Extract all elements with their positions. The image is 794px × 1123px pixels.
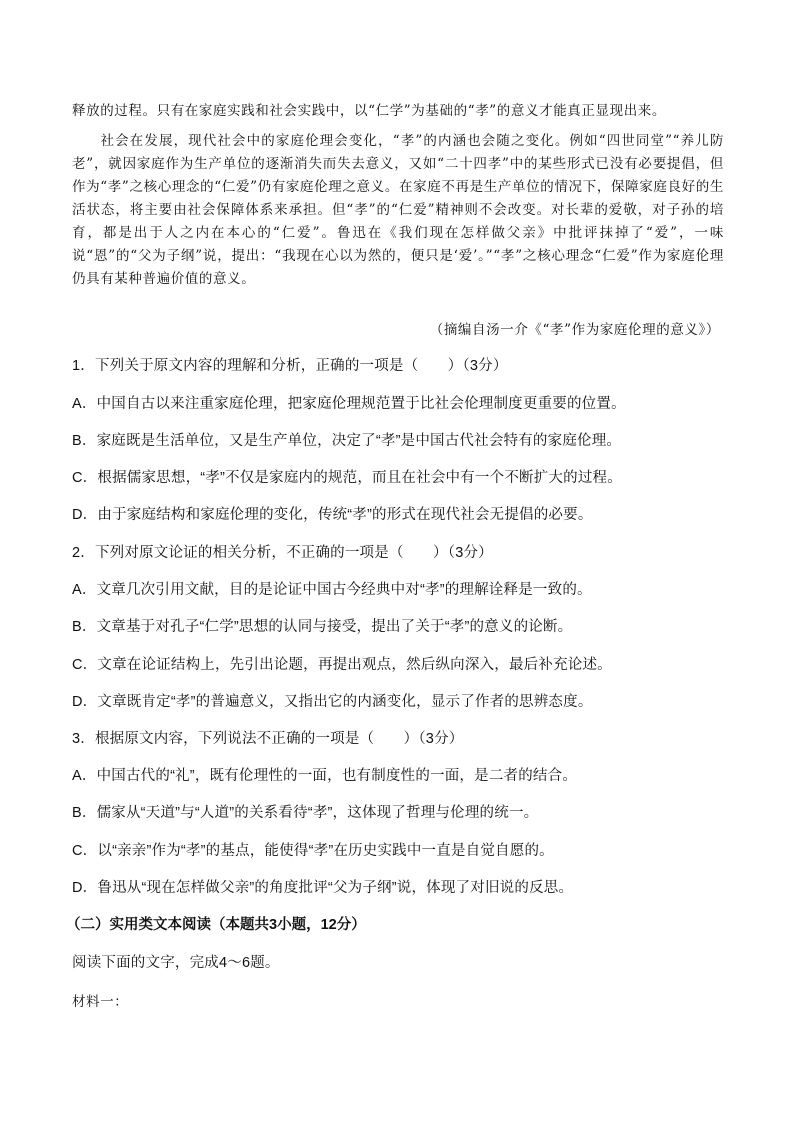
- question-1-option-c: C．根据儒家思想，“孝”不仅是家庭内的规范，而且在社会中有一个不断扩大的过程。: [72, 470, 622, 486]
- question-3-option-d: D．鲁迅从“现在怎样做父亲”的角度批评“父为子纲”说，体现了对旧说的反思。: [72, 880, 574, 896]
- passage-line-top: 释放的过程。只有在家庭实践和社会实践中，以“仁学”为基础的“孝”的意义才能真正显现出来。: [72, 103, 667, 119]
- question-1-stem: 1．下列关于原文内容的理解和分析，正确的一项是（ ）（3分）: [72, 358, 508, 374]
- question-3-option-a: A．中国古代的“礼”，既有伦理性的一面，也有制度性的一面，是二者的结合。: [72, 768, 578, 784]
- material-1-label: 材料一：: [72, 994, 129, 1010]
- passage-source: （摘编自汤一介《“孝”作为家庭伦理的意义》）: [429, 322, 720, 338]
- question-1-option-a: A．中国自古以来注重家庭伦理，把家庭伦理规范置于比社会伦理制度更重要的位置。: [72, 396, 626, 412]
- passage-paragraph-2-text: 社会在发展，现代社会中的家庭伦理会变化，“孝”的内涵也会随之变化。例如“四世同堂”“养儿防老”，就因家庭作为生产单位的逐渐消失而失去意义，又如“二十四孝”中的某些形式已没有必要提倡，但作为“孝”之核心理念的“仁爱”仍有家庭伦理之意义。在家庭不再是生产单位的情况下，保障家庭良好的生活状态，将主要由社会保障体系来承担。但“孝”的“仁爱”精神则不会改变。对长辈的爱敬，对子孙的培育，都是出于人之内在本心的“仁爱”。鲁迅在《我们现在怎样做父亲》中批评抹掉了“爱”，一味说“恩”的“父为子纲”说，提出：“我现在心以为然的，便只是‘爱’。”“孝”之核心理念“仁爱”作为家庭伦理仍具有某种普遍价值的意义。: [72, 133, 724, 287]
- question-2-stem: 2．下列对原文论证的相关分析，不正确的一项是（ ）（3分）: [72, 545, 493, 561]
- question-2-option-a: A．文章几次引用文献，目的是论证中国古今经典中对“孝”的理解诠释是一致的。: [72, 582, 592, 598]
- question-3-option-c: C．以“亲亲”作为“孝”的基点，能使得“孝”在历史实践中一直是自觉自愿的。: [72, 843, 554, 859]
- question-1-option-b: B．家庭既是生活单位，又是生产单位，决定了“孝”是中国古代社会特有的家庭伦理。: [72, 433, 622, 449]
- passage-paragraph-2: [72, 130, 724, 291]
- question-3-option-b: B．儒家从“天道”与“人道”的关系看待“孝”，这体现了哲理与伦理的统一。: [72, 805, 539, 821]
- question-1-option-d: D．由于家庭结构和家庭伦理的变化，传统“孝”的形式在现代社会无提倡的必要。: [72, 507, 593, 523]
- question-2-option-b: B．文章基于对孔子“仁学”思想的认同与接受，提出了关于“孝”的意义的论断。: [72, 619, 573, 635]
- section-2-heading: （二）实用类文本阅读（本题共3小题，12分）: [66, 917, 366, 933]
- question-2-option-c: C．文章在论证结构上，先引出论题，再提出观点，然后纵向深入，最后补充论述。: [72, 657, 612, 673]
- question-2-option-d: D．文章既肯定“孝”的普遍意义，又指出它的内涵变化，显示了作者的思辨态度。: [72, 694, 593, 710]
- question-3-stem: 3．根据原文内容，下列说法不正确的一项是（ ）（3分）: [72, 731, 464, 747]
- section-2-instruction: 阅读下面的文字，完成4～6题。: [72, 955, 280, 971]
